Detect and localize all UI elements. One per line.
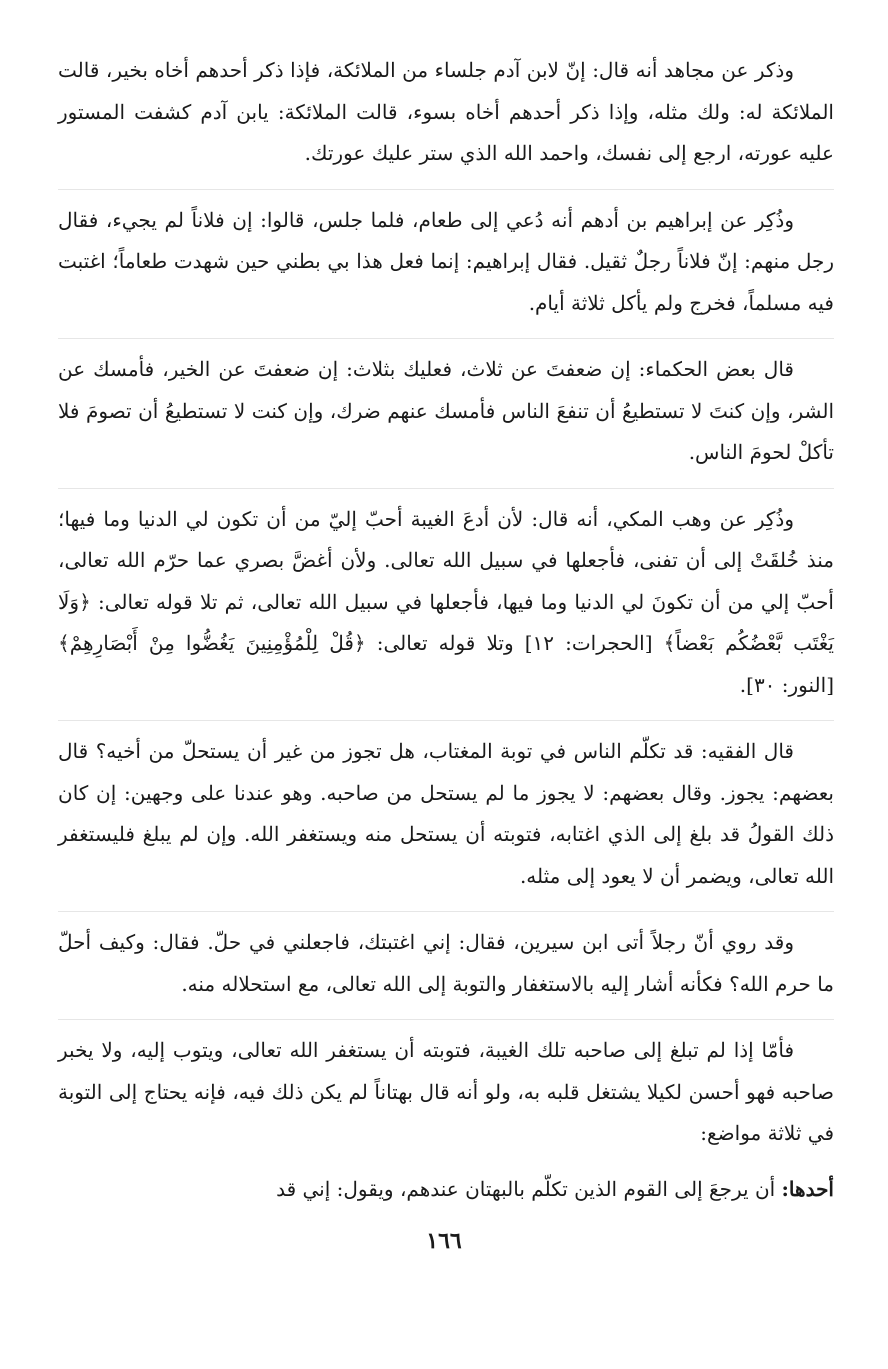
page-number: ١٦٦ xyxy=(426,1228,462,1254)
paragraph-divider xyxy=(58,189,834,190)
paragraph-divider xyxy=(58,911,834,912)
paragraph-divider xyxy=(58,488,834,489)
paragraph-divider xyxy=(58,720,834,721)
paragraph-ibrahim-adham: وذُكِر عن إبراهيم بن أدهم أنه دُعي إلى طعام، فلما جلس، قالوا: إن فلاناً لم يجيء، فقال رجل منهم: إنّ فلاناً رجلٌ ثقيل. فقال إبراهيم: إنما فعل هذا بي بطني حين شهدت طعاماً؛ اغتبت فيه مسلماً، فخرج ولم يأكل ثلاثة أيام. xyxy=(58,207,834,315)
paragraph-repentance: فأمّا إذا لم تبلغ إلى صاحبه تلك الغيبة، فتوبته أن يستغفر الله تعالى، ويتوب إليه، ولا يخبر صاحبه فهو أحسن لكيلا يشتغل قلبه به، ولو أنه قال بهتاناً لم يكن ذلك فيه، فإنه يحتاج إلى التوبة في ثلاثة مواضع: xyxy=(58,1038,834,1145)
paragraph-divider xyxy=(58,338,834,339)
paragraph-faqih: قال الفقيه: قد تكلّم الناس في توبة المغتاب، هل تجوز من غير أن يستحلّ من أخيه؟ قال بعضهم: يجوز. وقال بعضهم: لا يجوز ما لم يستحل من صاحبه. وهو عندنا على وجهين: إن كان ذلك القولُ قد بلغ إلى الذي اغتابه، فتوبته أن يستحل منه ويستغفر الله. وإن لم يبلغ فليستغفر الله تعالى، ويضمر أن لا يعود إلى مثله. xyxy=(58,739,834,888)
page-body xyxy=(58,50,834,1224)
paragraph-divider xyxy=(58,1019,834,1020)
paragraph-first-place xyxy=(58,1169,834,1211)
paragraph-hukama: قال بعض الحكماء: إن ضعفتَ عن ثلاث، فعليك بثلاث: إن ضعفتَ عن الخير، فأمسك عن الشر، وإن كنتَ لا تستطيعُ أن تنفعَ الناس فأمسك عنهم ضرك، وإن كنت لا تستطيعُ أن تصومَ فلا تأكلْ لحومَ الناس. xyxy=(58,357,834,464)
paragraph-mujahid: وذكر عن مجاهد أنه قال: إنّ لابن آدم جلساء من الملائكة، فإذا ذكر أحدهم أخاه بخير، قالت الملائكة له: ولك مثله، وإذا ذكر أحدهم أخاه بسوء، قالت الملائكة: يابن آدم كشفت المستور عليه عورته، ارجع إلى نفسك، واحمد الله الذي ستر عليك عورتك. xyxy=(58,58,834,165)
paragraph-first-place-text: أن يرجعَ إلى القوم الذين تكلّم بالبهتان عندهم، ويقول: إني قد xyxy=(276,1176,782,1201)
paragraph-ibn-sirin: وقد روي أنّ رجلاً أتى ابن سيرين، فقال: إني اغتبتك، فاجعلني في حلّ. فقال: وكيف أحلّ ما حرم الله؟ فكأنه أشار إليه بالاستغفار والتوبة إلى الله تعالى، مع استحلاله منه. xyxy=(58,930,834,996)
paragraph-wahb-makki: وذُكِر عن وهب المكي، أنه قال: لأن أدعَ الغيبة أحبّ إليّ من أن تكون لي الدنيا وما فيها؛ منذ خُلقَتْ إلى أن تفنى، فأجعلها في سبيل الله تعالى. ولأن أغضَّ بصري عما حرّم الله تعالى، أحبّ إلي من أن تكونَ لي الدنيا وما فيها، فأجعلها في سبيل الله تعالى، ثم تلا قوله تعالى: ﴿وَلَا يَغْتَب بَّعْضُكُم بَعْضاً﴾ [الحجرات: ١٢] وتلا قوله تعالى: ﴿قُلْ لِلْمُؤْمِنِينَ يَغُضُّوا مِنْ أَبْصَارِهِمْ﴾ [النور: ٣٠]. xyxy=(58,506,834,697)
paragraph-lead-word: أحدها: xyxy=(781,1176,834,1201)
